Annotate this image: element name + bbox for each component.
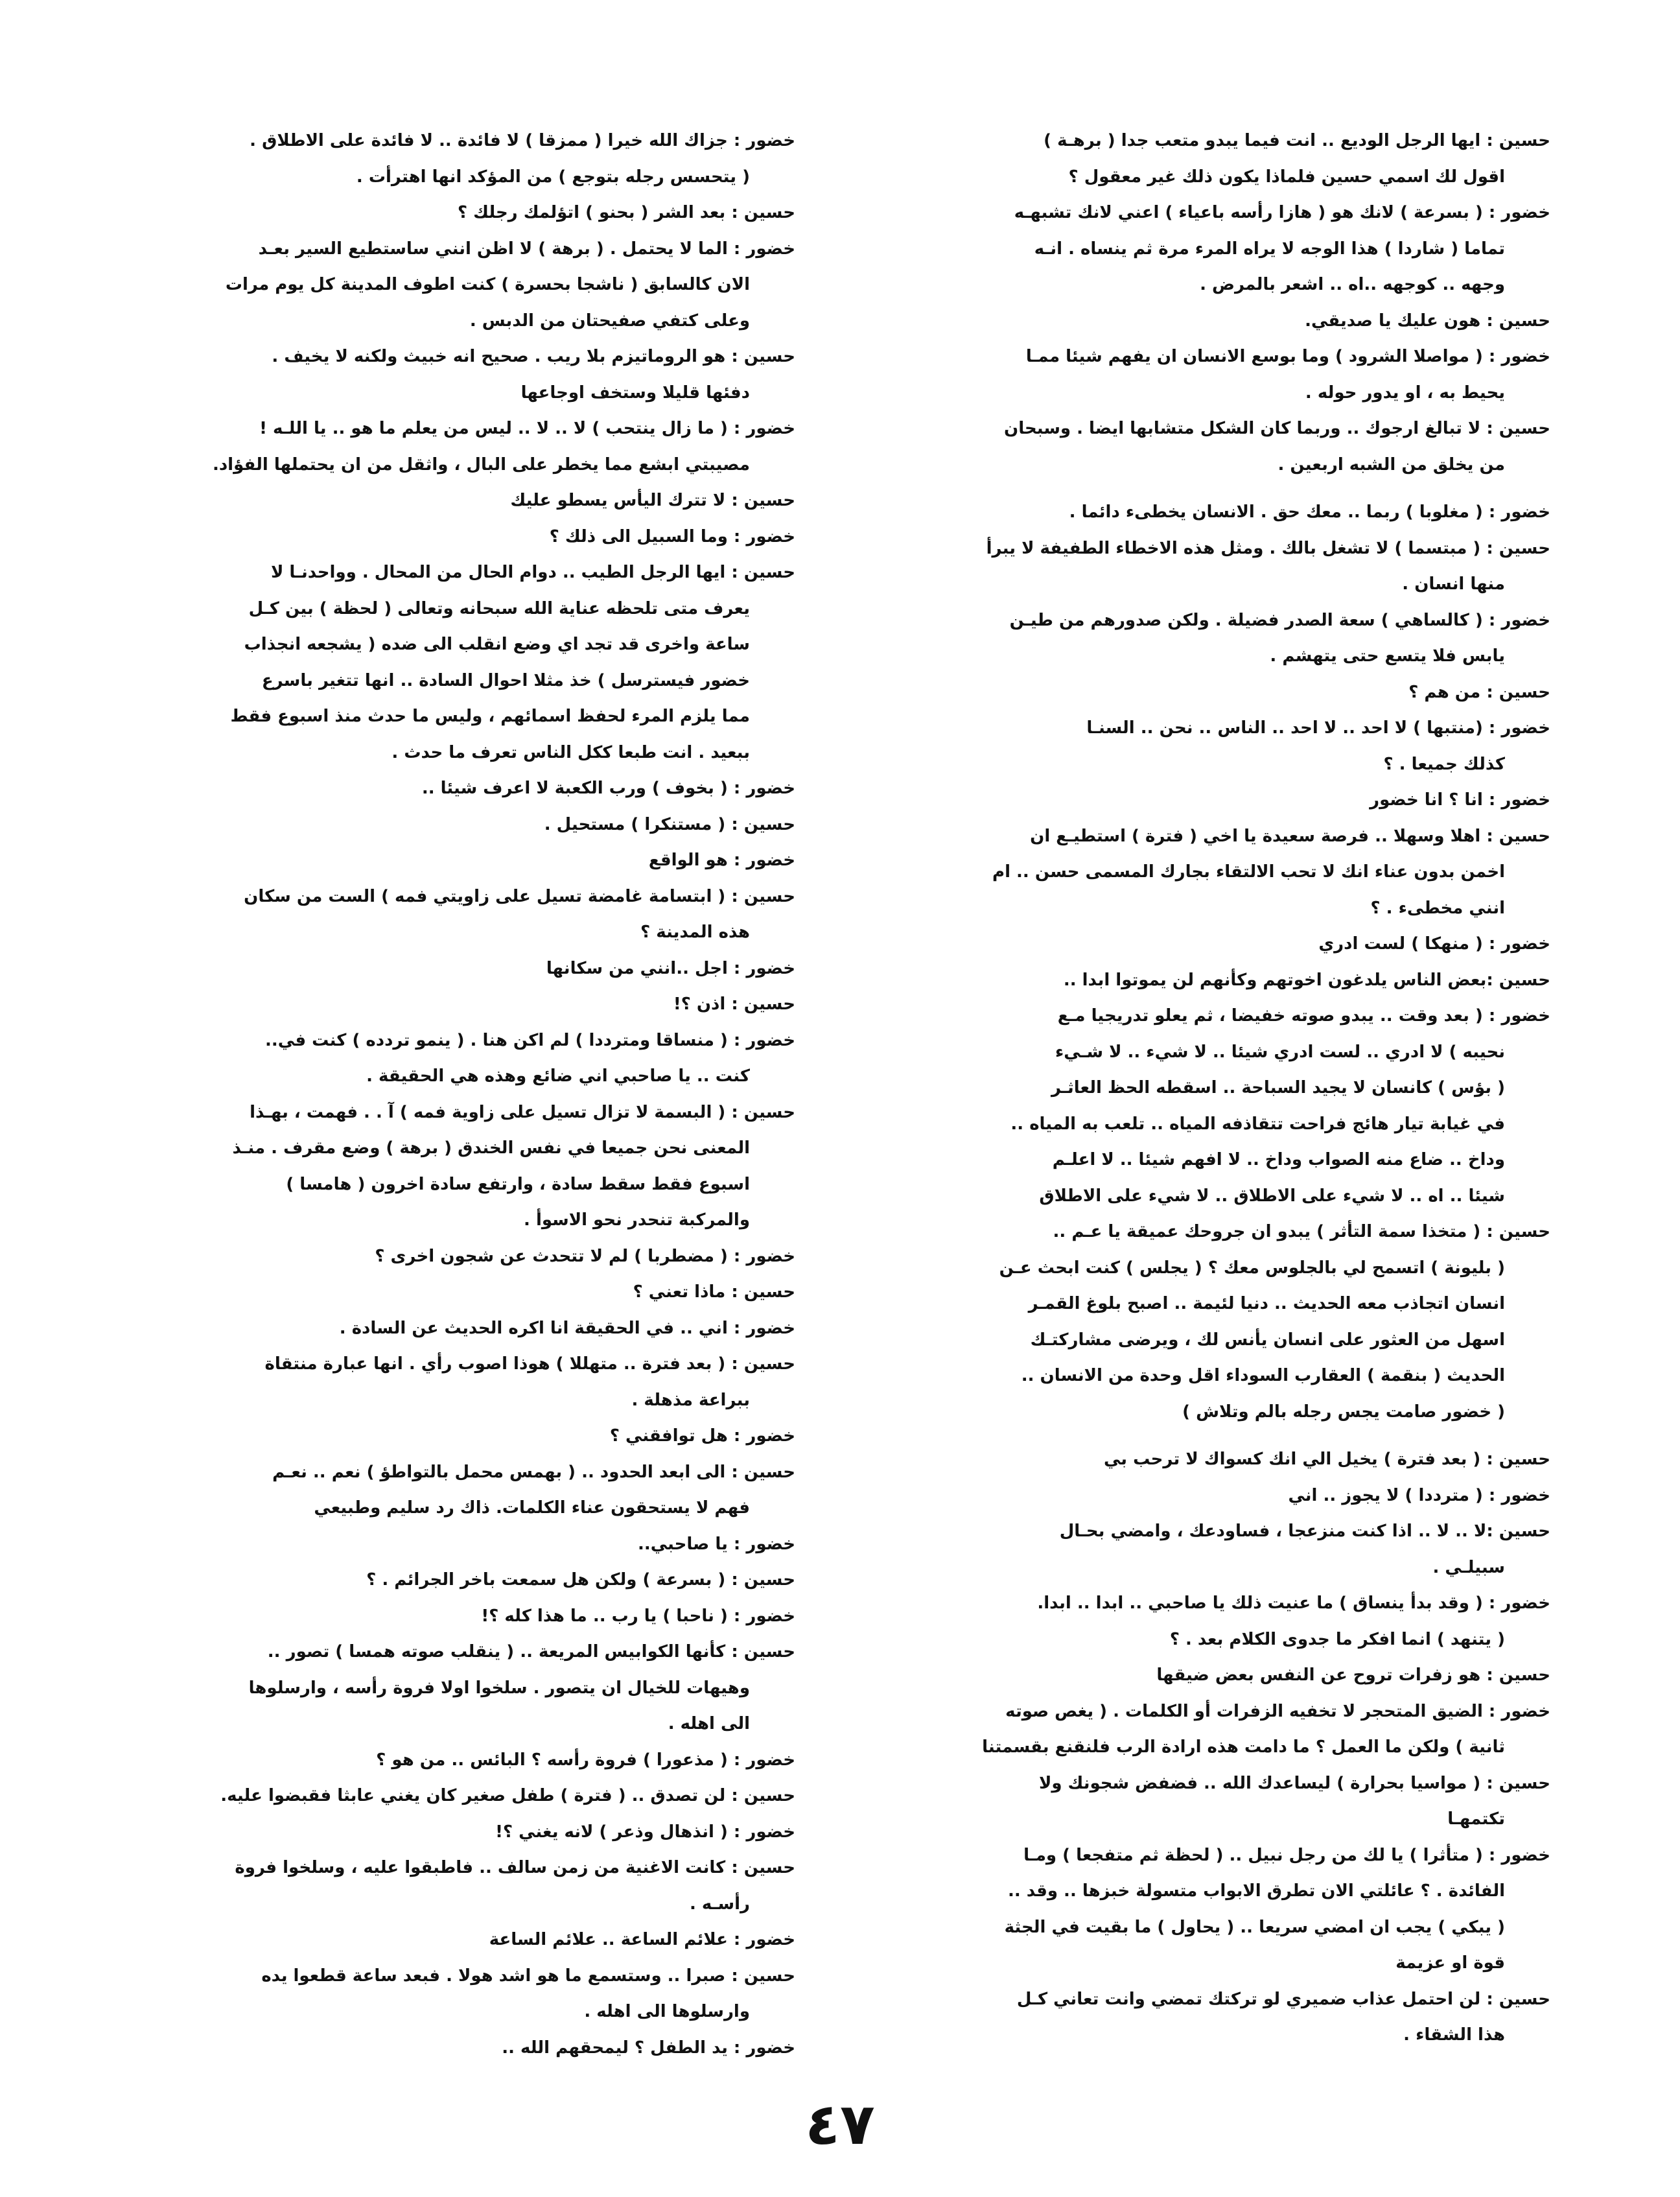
dialogue-continuation-line: ( يتنهد ) انما افكر ما جدوى الكلام بعد . ؟ <box>1169 1629 1505 1649</box>
dialogue-continuation-line: الان كالسابق ( ناشجا بحسرة ) كنت اطوف المدينة كل يوم مرات <box>225 275 750 294</box>
dialogue-continuation-line: تماما ( شاردا ) هذا الوجه لا يراه المرء مرة ثم ينساه . انـه <box>1034 239 1505 259</box>
dialogue-line: حسين : ماذا تعني ؟ <box>633 1282 795 1302</box>
dialogue-line: حسين :لا .. لا .. اذا كنت منزعجا ، فساودعك ، وامضي بحـال <box>1059 1521 1550 1541</box>
dialogue-line: حسين : ( بعد فترة ) يخيل الي انك كسواك لا ترحب بي <box>1103 1450 1550 1469</box>
dialogue-line: حسين : ( مواسيا بحرارة ) ليساعدك الله .. فضفض شجونك ولا <box>1038 1773 1550 1793</box>
page-number: ٤٧ <box>805 2091 875 2157</box>
dialogue-line: خضور : هو الواقع <box>648 851 795 870</box>
dialogue-line: حسين : لا تترك اليأس يسطو عليك <box>510 491 795 510</box>
dialogue-continuation-line: مما يلزم المرء لحفظ اسمائهم ، وليس ما حدث منذ اسبوع فقط <box>230 707 750 726</box>
dialogue-line: حسين : الى ابعد الحدود .. ( بهمس محمل بالتواطؤ ) نعم .. نعـم <box>272 1462 795 1482</box>
right-column <box>847 123 1550 2054</box>
dialogue-continuation-line: اقول لك اسمي حسين فلماذا يكون ذلك غير معقول ؟ <box>1068 167 1505 187</box>
dialogue-continuation-line: ( بؤس ) كانسان لا يجيد السباحة .. اسقطه الحظ العاثـر <box>1051 1078 1505 1098</box>
dialogue-continuation-line: شيئا .. اه .. لا شيء على الاطلاق .. لا شيء على الاطلاق <box>1039 1186 1505 1206</box>
dialogue-continuation-line: ببعيد . انت طبعا ككل الناس تعرف ما حدث . <box>391 742 750 762</box>
dialogue-continuation-line: وعلى كتفي صفيحتان من الدبس . <box>469 311 750 331</box>
dialogue-line: حسين : هو الروماتيزم بلا ريب . صحيح انه خبيث ولكنه لا يخيف . <box>272 347 795 366</box>
dialogue-line: خضور : ( ما زال ينتحب ) لا .. لا .. ليس من يعلم ما هو .. يا اللـه ! <box>259 419 795 438</box>
dialogue-continuation-line: المعنى نحن جميعا في نفس الخندق ( برهة ) وضع مقرف . منـذ <box>232 1138 750 1158</box>
dialogue-line: خضور : (منتبها ) لا احد .. لا احد .. الناس .. نحن .. السنـا <box>1086 718 1550 738</box>
dialogue-continuation-line: هذه المدينة ؟ <box>640 922 750 942</box>
dialogue-continuation-line: الفائدة . ؟ عائلتي الان تطرق الابواب متسولة خبزها .. وقد .. <box>1008 1881 1505 1901</box>
dialogue-continuation-line: ببراعة مذهلة . <box>631 1390 750 1410</box>
dialogue-line: خضور : ( بخوف ) ورب الكعبة لا اعرف شيئا .. <box>421 779 795 798</box>
dialogue-line: خضور : هل توافقني ؟ <box>609 1426 795 1446</box>
dialogue-continuation-line: منها انسان . <box>1402 574 1505 594</box>
dialogue-line: خضور : اني .. في الحقيقة انا اكره الحديث عن السادة . <box>339 1318 795 1338</box>
dialogue-line: خضور : يد الطفل ؟ ليمحقهم الله .. <box>502 2038 795 2058</box>
dialogue-line: حسين : هو زفرات تروح عن النفس بعض ضيقها <box>1156 1665 1550 1685</box>
dialogue-line: حسين : ( متخذا سمة التأثر ) يبدو ان جروحك عميقة يا عـم .. <box>1053 1222 1550 1241</box>
dialogue-line: خضور : ( بسرعة ) لانك هو ( هازا رأسه باعياء ) اعني لانك تشبهـه <box>1014 203 1550 222</box>
dialogue-line: خضور : ( كالساهي ) سعة الصدر فضيلة . ولكن صدورهم من طيـن <box>1009 610 1550 630</box>
dialogue-continuation-line: اسبوع فقط سقط سادة ، وارتفع سادة اخرون ( هامسا ) <box>286 1174 750 1194</box>
dialogue-line: حسين : ( بسرعة ) ولكن هل سمعت باخر الجرائم . ؟ <box>366 1570 795 1590</box>
dialogue-line: خضور : وما السبيل الى ذلك ؟ <box>549 526 795 546</box>
dialogue-continuation-line: فهم لا يستحقون عناء الكلمات. ذاك رد سليم وطبيعي <box>314 1498 750 1518</box>
dialogue-line: خضور : انا ؟ انا خضور <box>1370 790 1550 810</box>
dialogue-line: خضور : ( ناحبا ) يا رب .. ما هذا كله ؟! <box>481 1606 795 1626</box>
dialogue-continuation-line: الى اهله . <box>668 1714 750 1733</box>
dialogue-continuation-line: ثانية ) ولكن ما العمل ؟ ما دامت هذه ارادة الرب فلنقنع بقسمتنا <box>982 1737 1505 1757</box>
dialogue-continuation-line: ( يبكي ) يجب ان امضي سريعا .. ( يحاول ) ما بقيت في الجثة <box>1004 1917 1505 1937</box>
dialogue-line: خضور : الضيق المتحجر لا تخفيه الزفرات أو الكلمات . ( يغص صوته <box>1005 1701 1550 1721</box>
dialogue-line: حسين : اذن ؟! <box>673 994 795 1014</box>
dialogue-line: خضور : ( منساقا ومترددا ) لم اكن هنا . ( ينمو تردده ) كنت في.. <box>265 1030 795 1050</box>
left-column <box>95 123 795 2066</box>
dialogue-continuation-line: ( يتحسس رجله بتوجع ) من المؤكد انها اهترأت . <box>356 167 750 187</box>
dialogue-line: حسين : ( مستنكرا ) مستحيل . <box>544 814 795 834</box>
dialogue-line: حسين : بعد الشر ( بحنو ) اتؤلمك رجلك ؟ <box>457 203 795 222</box>
dialogue-continuation-line: ( خضور صامت يجس رجله بالم وتلاش ) <box>1182 1402 1505 1422</box>
dialogue-line: خضور : ( بعد وقت .. يبدو صوته خفيضا ، ثم يعلو تدريجيا مـع <box>1057 1006 1550 1026</box>
dialogue-continuation-line: دفئها قليلا وستخف اوجاعها <box>520 382 750 403</box>
dialogue-line: حسين : لا تبالغ ارجوك .. وربما كان الشكل متشابها ايضا . وسبحان <box>1004 419 1550 438</box>
dialogue-continuation-line: انني مخطىء . ؟ <box>1370 898 1505 918</box>
dialogue-continuation-line: تكتمهـا <box>1447 1809 1505 1829</box>
dialogue-line: خضور : ( انذهال وذعر ) لانه يغني ؟! <box>495 1822 795 1842</box>
dialogue-continuation-line: من يخلق من الشبه اربعين . <box>1278 454 1505 475</box>
dialogue-continuation-line: يابس فلا يتسع حتى يتهشم . <box>1270 646 1505 666</box>
dialogue-continuation-line: ساعة واخرى قد تجد اي وضع انقلب الى ضده ( يشجعه انجذاب <box>244 635 750 654</box>
dialogue-line: حسين : ايها الرجل الوديع .. انت فيما يبدو متعب جدا ( برهـة ) <box>1044 131 1550 150</box>
dialogue-line: خضور : ( منهكا ) لست ادري <box>1318 934 1550 954</box>
dialogue-continuation-line: خضور فيسترسل ) خذ مثلا احوال السادة .. انها تتغير باسرع <box>261 670 750 690</box>
dialogue-continuation-line: نحيبه ) لا ادري .. لست ادري شيئا .. لا شيء .. لا شـيء <box>1055 1042 1505 1062</box>
dialogue-line: خضور : ( مغلوبا ) ربما .. معك حق . الانسان يخطىء دائما . <box>1069 502 1550 522</box>
dialogue-continuation-line: اخمن بدون عناء انك لا تحب الالتقاء بجارك المسمى حسن .. ام <box>992 862 1505 882</box>
dialogue-line: خضور : علائم الساعة .. علائم الساعة <box>489 1930 795 1949</box>
dialogue-line: خضور : اجل ..انني من سكانها <box>546 958 795 978</box>
dialogue-line: حسين : ( بعد فترة .. متهللا ) هوذا اصوب رأي . انها عبارة منتقاة <box>264 1354 795 1374</box>
dialogue-line: حسين : صبرا .. وستسمع ما هو اشد هولا . فبعد ساعة قطعوا يده <box>261 1966 795 1986</box>
dialogue-line: خضور : يا صاحبي.. <box>637 1534 795 1554</box>
dialogue-continuation-line: قوة او عزيمة <box>1395 1953 1505 1973</box>
dialogue-line: حسين : كانت الاغنية من زمن سالف .. فاطبقوا عليه ، وسلخوا فروة <box>235 1858 795 1877</box>
dialogue-continuation-line: يحيط به ، او يدور حوله . <box>1305 382 1505 403</box>
dialogue-line: حسين : كأنها الكوابيس المريعة .. ( ينقلب صوته همسا ) تصور .. <box>267 1642 795 1662</box>
dialogue-line: خضور : ( مواصلا الشرود ) وما بوسع الانسان ان يفهم شيئا ممـا <box>1025 347 1550 366</box>
dialogue-line: حسين : ( مبتسما ) لا تشغل بالك . ومثل هذه الاخطاء الطفيفة لا يبرأ <box>986 538 1550 558</box>
dialogue-continuation-line: ( بليونة ) اتسمح لي بالجلوس معك ؟ ( يجلس ) كنت ابحث عـن <box>999 1258 1505 1278</box>
dialogue-continuation-line: وهيهات للخيال ان يتصور . سلخوا اولا فروة رأسه ، وارسلوها <box>248 1678 750 1698</box>
dialogue-continuation-line: يعرف متى تلحظه عناية الله سبحانه وتعالى ( لحظة ) بين كـل <box>248 598 750 618</box>
dialogue-continuation-line: في غيابة تيار هائج فراحت تتقاذفه المياه .. تلعب به المياه .. <box>1010 1114 1505 1134</box>
dialogue-line: حسين : ايها الرجل الطيب .. دوام الحال من المحال . وواحدنـا لا <box>270 563 795 582</box>
dialogue-line: حسين : ( البسمة لا تزال تسيل على زاوية فمه ) آ . . فهمت ، بهـذا <box>250 1102 795 1122</box>
dialogue-continuation-line: وارسلوها الى اهله . <box>584 2002 750 2021</box>
dialogue-continuation-line: اسهل من العثور على انسان يأنس لك ، ويرضى مشاركتـك <box>1030 1330 1505 1350</box>
dialogue-line: حسين : لن احتمل عذاب ضميري لو تركتك تمضي وانت تعاني كـل <box>1016 1989 1550 2009</box>
dialogue-line: خضور : ( مضطربا ) لم لا تتحدث عن شجون اخرى ؟ <box>375 1246 795 1266</box>
dialogue-line: خضور : ( مذعورا ) فروة رأسه ؟ البائس .. من هو ؟ <box>376 1750 795 1770</box>
dialogue-line: خضور : ( وقد بدأ ينساق ) ما عنيت ذلك يا صاحبي .. ابدا .. ابدا. <box>1037 1593 1550 1613</box>
dialogue-continuation-line: رأسـه . <box>689 1894 750 1914</box>
dialogue-continuation-line: وجهه .. كوجهه ..اه .. اشعر بالمرض . <box>1200 275 1505 294</box>
dialogue-continuation-line: والمركبة تنحدر نحو الاسوأ . <box>524 1210 750 1230</box>
dialogue-continuation-line: هذا الشقاء . <box>1403 2025 1505 2045</box>
dialogue-line: حسين :بعض الناس يلدغون اخوتهم وكأنهم لن يموتوا ابدا .. <box>1063 970 1550 990</box>
dialogue-continuation-line: كذلك جميعا . ؟ <box>1383 754 1505 774</box>
dialogue-line: خضور : ( مترددا ) لا يجوز .. اني <box>1288 1485 1550 1505</box>
dialogue-line: خضور : جزاك الله خيرا ( ممزقا ) لا فائدة .. لا فائدة على الاطلاق . <box>250 131 795 150</box>
dialogue-line: حسين : اهلا وسهلا .. فرصة سعيدة يا اخي ( فترة ) استطيـع ان <box>1030 826 1550 846</box>
dialogue-continuation-line: كنت .. يا صاحبي اني ضائع وهذه هي الحقيقة . <box>366 1066 750 1086</box>
dialogue-continuation-line: مصيبتي ابشع مما يخطر على البال ، واثقل من ان يحتملها الفؤاد. <box>212 454 750 475</box>
dialogue-continuation-line: انسان اتجاذب معه الحديث .. دنيا لئيمة .. اصبح بلوغ القمـر <box>1028 1294 1505 1313</box>
dialogue-continuation-line: سبيلـي . <box>1432 1557 1505 1577</box>
dialogue-continuation-line: الحديث ( بنقمة ) العقارب السوداء اقل وحدة من الانسان .. <box>1021 1366 1505 1385</box>
dialogue-line: خضور : الما لا يحتمل . ( برهة ) لا اظن انني ساستطيع السير بعـد <box>258 239 795 259</box>
dialogue-line: حسين : لن تصدق .. ( فترة ) طفل صغير كان يغني عابثا فقبضوا عليه. <box>220 1786 795 1805</box>
dialogue-continuation-line: وداخ .. ضاع منه الصواب وداخ .. لا افهم شيئا .. لا اعلـم <box>1052 1150 1505 1169</box>
dialogue-line: حسين : من هم ؟ <box>1408 682 1550 702</box>
dialogue-line: خضور : ( متأثرا ) يا لك من رجل نبيل .. ( لحظة ثم متفجعا ) ومـا <box>1023 1845 1550 1865</box>
dialogue-line: حسين : هون عليك يا صديقي. <box>1305 311 1550 331</box>
dialogue-line: حسين : ( ابتسامة غامضة تسيل على زاويتي فمه ) الست من سكان <box>244 886 795 906</box>
